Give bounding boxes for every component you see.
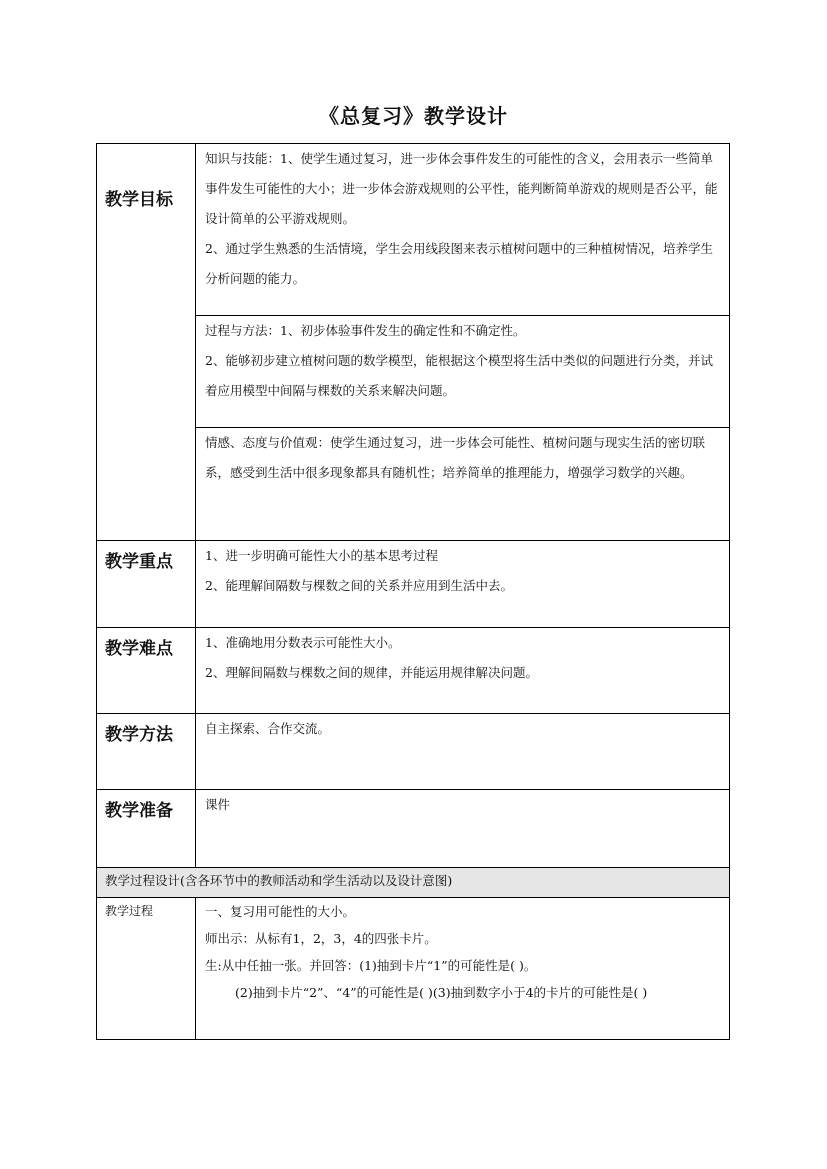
- preparation-label: 教学准备: [97, 790, 196, 868]
- objectives-emotion-text: 情感、态度与价值观：使学生通过复习，进一步体会可能性、植树问题与现实生活的密切联系，感受到生活中很多现象都具有随机性；培养简单的推理能力，增强学习数学的兴趣。: [205, 435, 706, 480]
- key-points-label: 教学重点: [97, 541, 196, 628]
- objectives-knowledge-text-2: 2、通过学生熟悉的生活情境，学生会用线段图来表示植树问题中的三种植树情况，培养学生分析问题的能力。: [205, 241, 713, 286]
- process-line-3: 生:从中任抽一张。并回答：(1)抽到卡片“1”的可能性是( )。: [205, 958, 537, 973]
- process-row: [97, 898, 730, 1040]
- objectives-knowledge-row: [97, 144, 730, 316]
- difficulties-cell: [196, 628, 730, 714]
- difficulty-item-1: 1、准确地用分数表示可能性大小。: [205, 635, 401, 650]
- lesson-plan-table: [96, 143, 730, 1040]
- methods-text: 自主探索、合作交流。: [205, 721, 331, 736]
- document-title: 《总复习》教学设计: [319, 104, 508, 128]
- methods-label: 教学方法: [97, 714, 196, 790]
- objectives-process-cell: [196, 316, 730, 428]
- difficulty-item-2: 2、理解间隔数与棵数之间的规律，并能运用规律解决问题。: [205, 665, 538, 680]
- preparation-cell: [196, 790, 730, 868]
- key-points-row: [97, 541, 730, 628]
- objectives-label: 教学目标: [97, 144, 196, 541]
- objectives-knowledge-cell: [196, 144, 730, 316]
- process-line-4: (2)抽到卡片“2”、“4”的可能性是( )(3)抽到数字小于4的卡片的可能性是( ): [235, 985, 648, 1000]
- preparation-text: 课件: [205, 797, 231, 812]
- process-label: 教学过程: [97, 898, 196, 1040]
- process-design-header-row: [97, 868, 730, 898]
- process-design-header: 教学过程设计(含各环节中的教师活动和学生活动以及设计意图): [97, 868, 730, 898]
- key-point-item-2: 2、能理解间隔数与棵数之间的关系并应用到生活中去。: [205, 578, 513, 593]
- objectives-process-text-2: 2、能够初步建立植树问题的数学模型，能根据这个模型将生活中类似的问题进行分类，并试着应用模型中间隔与棵数的关系来解决问题。: [205, 353, 713, 398]
- process-line-1: 一、复习用可能性的大小。: [205, 904, 356, 919]
- preparation-row: [97, 790, 730, 868]
- key-point-item-1: 1、进一步明确可能性大小的基本思考过程: [205, 548, 438, 563]
- objectives-knowledge-text-1: 知识与技能：1、使学生通过复习，进一步体会事件发生的可能性的含义，会用表示一些简单事件发生可能性的大小；进一步体会游戏规则的公平性，能判断简单游戏的规则是否公平，能设计简单的公平游戏规则。: [205, 151, 718, 226]
- methods-row: [97, 714, 730, 790]
- methods-cell: [196, 714, 730, 790]
- difficulties-row: [97, 628, 730, 714]
- process-line-2: 师出示：从标有1，2，3，4的四张卡片。: [205, 931, 437, 946]
- difficulties-label: 教学难点: [97, 628, 196, 714]
- key-points-cell: [196, 541, 730, 628]
- process-cell: [196, 898, 730, 1040]
- objectives-process-text-1: 过程与方法：1、初步体验事件发生的确定性和不确定性。: [205, 323, 526, 338]
- objectives-emotion-cell: [196, 428, 730, 541]
